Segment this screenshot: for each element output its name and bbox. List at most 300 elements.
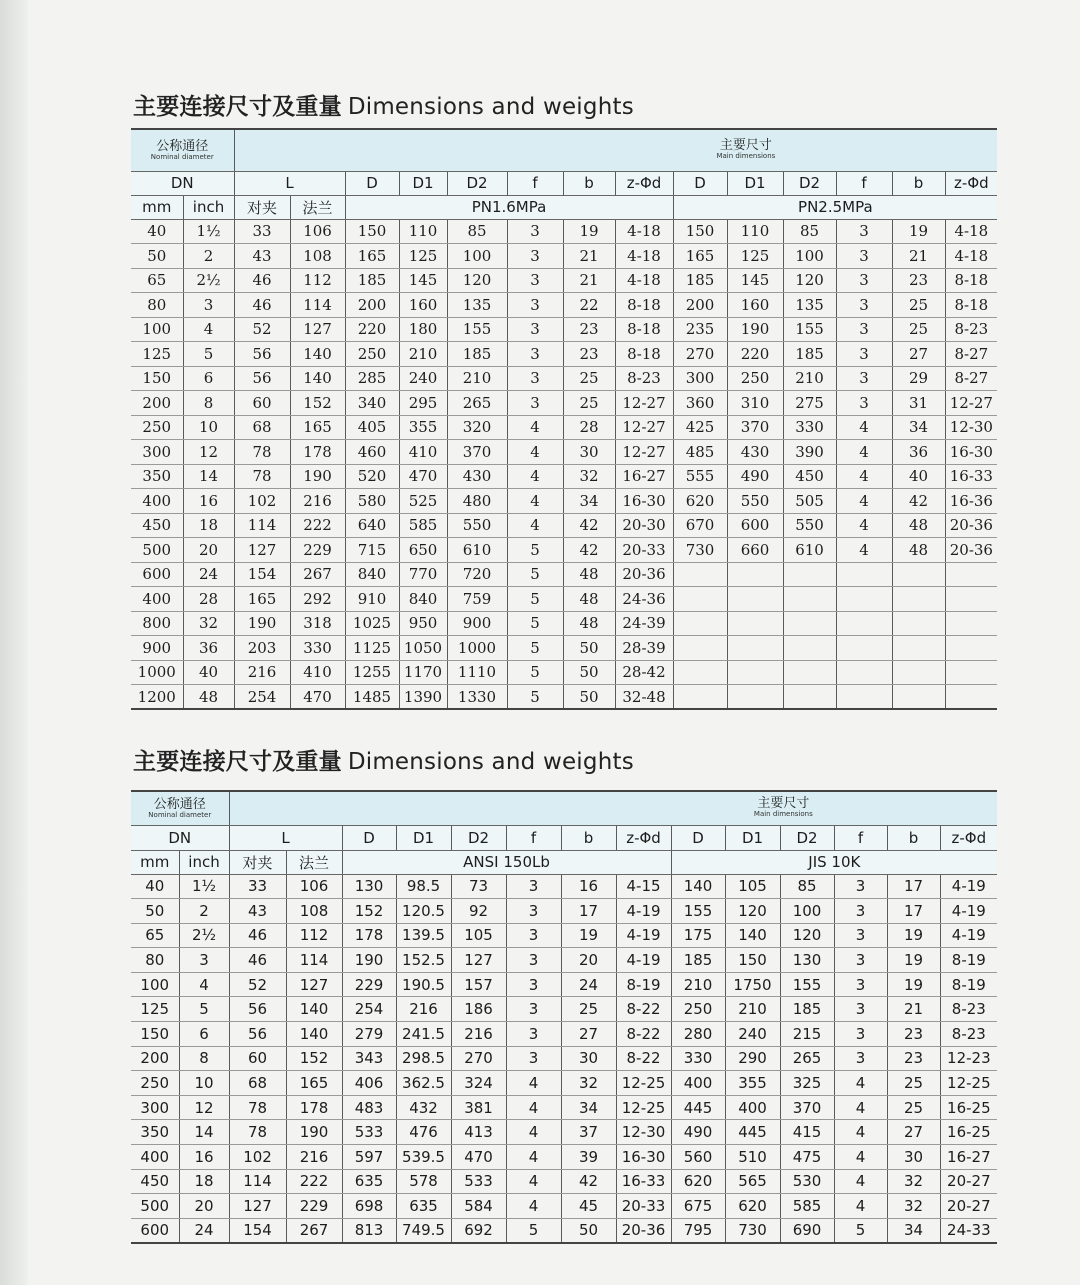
table-cell: 840 bbox=[345, 562, 399, 587]
table-cell: 8-23 bbox=[940, 1022, 997, 1047]
table-cell: 102 bbox=[229, 1145, 286, 1170]
table-cell: 4 bbox=[507, 415, 563, 440]
table-cell: 4 bbox=[506, 1120, 561, 1145]
table-cell: 3 bbox=[834, 972, 887, 997]
table-cell: 185 bbox=[783, 342, 836, 367]
table-cell: 4 bbox=[834, 1071, 887, 1096]
table-cell: 78 bbox=[229, 1120, 286, 1145]
table-cell: 8-23 bbox=[945, 317, 997, 342]
inch-header: inch bbox=[183, 195, 234, 219]
table-cell: 16-30 bbox=[945, 440, 997, 465]
table-cell: 235 bbox=[673, 317, 727, 342]
table-cell: 20-27 bbox=[940, 1169, 997, 1194]
table-cell: 216 bbox=[290, 489, 345, 514]
table-cell: 520 bbox=[345, 464, 399, 489]
table-cell: 450 bbox=[131, 1169, 179, 1194]
table-cell: 19 bbox=[887, 948, 940, 973]
table-cell: 78 bbox=[234, 464, 290, 489]
table-cell: 5 bbox=[179, 997, 229, 1022]
table-cell: 23 bbox=[887, 1022, 940, 1047]
table-cell: 4-19 bbox=[616, 923, 671, 948]
table-cell: 120 bbox=[783, 268, 836, 293]
table-cell: 140 bbox=[286, 997, 342, 1022]
table-cell: 600 bbox=[131, 562, 183, 587]
table-cell: 112 bbox=[286, 923, 342, 948]
table-cell: 21 bbox=[892, 244, 945, 269]
table-cell: 3 bbox=[834, 923, 887, 948]
table-cell: 24 bbox=[179, 1218, 229, 1243]
table-cell: 3 bbox=[507, 268, 563, 293]
table-cell: 698 bbox=[342, 1194, 396, 1219]
table-cell: 203 bbox=[234, 636, 290, 661]
table-cell: 160 bbox=[727, 293, 783, 318]
table-cell: 3 bbox=[506, 874, 561, 899]
table-cell: 4-19 bbox=[940, 874, 997, 899]
table-cell: 46 bbox=[234, 268, 290, 293]
table-cell: 80 bbox=[131, 948, 179, 973]
table-cell: 25 bbox=[892, 317, 945, 342]
table-cell: 8 bbox=[183, 391, 234, 416]
table-cell: 178 bbox=[342, 923, 396, 948]
table-cell: 770 bbox=[399, 562, 447, 587]
table-cell: 32 bbox=[561, 1071, 616, 1096]
table-cell: 20 bbox=[183, 538, 234, 563]
table-cell: 4-18 bbox=[615, 268, 673, 293]
table-cell: 3 bbox=[836, 268, 892, 293]
table-cell: 154 bbox=[234, 562, 290, 587]
table-row bbox=[131, 1145, 997, 1170]
col-header-b: b bbox=[892, 171, 945, 195]
table-cell: 16-33 bbox=[616, 1169, 671, 1194]
table-cell bbox=[673, 587, 727, 612]
col-header-b: b bbox=[563, 171, 615, 195]
table-cell: 3 bbox=[834, 948, 887, 973]
table-cell bbox=[727, 587, 783, 612]
table-row bbox=[131, 513, 997, 538]
table-cell: 33 bbox=[229, 874, 286, 899]
col-header-f: f bbox=[834, 825, 887, 850]
table-cell: 185 bbox=[671, 948, 725, 973]
table-cell: 900 bbox=[447, 611, 507, 636]
table-cell: 640 bbox=[345, 513, 399, 538]
table-cell: 33 bbox=[234, 219, 290, 244]
flange-header: 法兰 bbox=[290, 195, 345, 219]
table-row bbox=[131, 1194, 997, 1219]
table-cell bbox=[673, 562, 727, 587]
table-cell: 65 bbox=[131, 923, 179, 948]
table-row bbox=[131, 268, 997, 293]
table-cell: 32-48 bbox=[615, 685, 673, 710]
table-cell: 12-30 bbox=[616, 1120, 671, 1145]
table-cell: 27 bbox=[561, 1022, 616, 1047]
table-cell: 114 bbox=[234, 513, 290, 538]
table-cell: 40 bbox=[183, 660, 234, 685]
table-cell: 80 bbox=[131, 293, 183, 318]
table-cell: 8-27 bbox=[945, 366, 997, 391]
table-cell: 690 bbox=[780, 1218, 834, 1243]
table-cell: 110 bbox=[399, 219, 447, 244]
table-cell: 240 bbox=[399, 366, 447, 391]
table-cell: 400 bbox=[725, 1095, 780, 1120]
table-cell: 410 bbox=[399, 440, 447, 465]
table-cell bbox=[945, 685, 997, 710]
table-cell: 500 bbox=[131, 538, 183, 563]
table-cell: 265 bbox=[447, 391, 507, 416]
table-cell: 610 bbox=[783, 538, 836, 563]
table-cell: 3 bbox=[507, 317, 563, 342]
table-cell: 5 bbox=[506, 1218, 561, 1243]
table-cell: 1110 bbox=[447, 660, 507, 685]
table-cell: 410 bbox=[290, 660, 345, 685]
table-cell: 1½ bbox=[179, 874, 229, 899]
table-cell: 400 bbox=[131, 489, 183, 514]
table-cell: 23 bbox=[563, 342, 615, 367]
section-title-2: 主要连接尺寸及重量 Dimensions and weights bbox=[133, 749, 634, 775]
table-cell: 3 bbox=[836, 293, 892, 318]
table-cell: 210 bbox=[671, 972, 725, 997]
table-cell: 29 bbox=[892, 366, 945, 391]
table-cell: 584 bbox=[451, 1194, 506, 1219]
table-cell: 40 bbox=[131, 219, 183, 244]
table-cell: 40 bbox=[131, 874, 179, 899]
table-cell: 3 bbox=[179, 948, 229, 973]
table-cell: 1000 bbox=[447, 636, 507, 661]
table-cell: 470 bbox=[290, 685, 345, 710]
table-cell: 480 bbox=[447, 489, 507, 514]
table-cell: 330 bbox=[671, 1046, 725, 1071]
table-cell: 190 bbox=[286, 1120, 342, 1145]
table-cell: 200 bbox=[131, 1046, 179, 1071]
table-cell: 759 bbox=[447, 587, 507, 612]
table-cell: 127 bbox=[290, 317, 345, 342]
table-cell: 4 bbox=[834, 1145, 887, 1170]
table-cell: 490 bbox=[727, 464, 783, 489]
col-header-D: D bbox=[345, 171, 399, 195]
table-cell: 483 bbox=[342, 1095, 396, 1120]
table-cell: 21 bbox=[887, 997, 940, 1022]
main-dimensions-header: 主要尺寸 Main dimensions bbox=[234, 129, 997, 171]
col-header-z-d: z-Φd bbox=[616, 825, 671, 850]
table-cell: 210 bbox=[399, 342, 447, 367]
table-cell: 3 bbox=[834, 874, 887, 899]
table-cell: 275 bbox=[783, 391, 836, 416]
table-cell: 152 bbox=[290, 391, 345, 416]
table-cell: 406 bbox=[342, 1071, 396, 1096]
table-cell: 3 bbox=[836, 342, 892, 367]
table-cell: 585 bbox=[780, 1194, 834, 1219]
table-cell: 310 bbox=[727, 391, 783, 416]
table-cell: 254 bbox=[234, 685, 290, 710]
table-row bbox=[131, 636, 997, 661]
table-cell: 4-19 bbox=[940, 899, 997, 924]
table-cell: 3 bbox=[836, 244, 892, 269]
table-cell: 550 bbox=[447, 513, 507, 538]
table-cell: 210 bbox=[783, 366, 836, 391]
table-cell: 135 bbox=[783, 293, 836, 318]
table-cell: 1170 bbox=[399, 660, 447, 685]
table-cell: 1255 bbox=[345, 660, 399, 685]
table-cell: 120 bbox=[447, 268, 507, 293]
table-cell: 4-18 bbox=[615, 244, 673, 269]
table-cell: 150 bbox=[131, 1022, 179, 1047]
table-body-2 bbox=[131, 874, 997, 1243]
table-cell: 597 bbox=[342, 1145, 396, 1170]
table-cell: 155 bbox=[671, 899, 725, 924]
table-cell: 250 bbox=[131, 1071, 179, 1096]
table-cell: 400 bbox=[131, 587, 183, 612]
table-cell: 16-36 bbox=[945, 489, 997, 514]
table-cell: 1050 bbox=[399, 636, 447, 661]
table-cell: 24-39 bbox=[615, 611, 673, 636]
table-cell: 715 bbox=[345, 538, 399, 563]
table-row bbox=[131, 1169, 997, 1194]
table-cell: 533 bbox=[342, 1120, 396, 1145]
table-cell: 12-25 bbox=[940, 1071, 997, 1096]
table-cell: 8-18 bbox=[945, 293, 997, 318]
table-cell: 152.5 bbox=[396, 948, 451, 973]
table-cell: 20-33 bbox=[615, 538, 673, 563]
table-cell: 120.5 bbox=[396, 899, 451, 924]
table-cell: 241.5 bbox=[396, 1022, 451, 1047]
table-cell: 222 bbox=[290, 513, 345, 538]
table-cell bbox=[836, 611, 892, 636]
table-cell: 190 bbox=[234, 611, 290, 636]
table-cell: 470 bbox=[451, 1145, 506, 1170]
table-cell: 3 bbox=[836, 366, 892, 391]
table-cell: 4 bbox=[834, 1095, 887, 1120]
table-cell: 8-18 bbox=[615, 293, 673, 318]
table-cell: 68 bbox=[234, 415, 290, 440]
col-header-D1: D1 bbox=[399, 171, 447, 195]
table-row bbox=[131, 538, 997, 563]
table-cell: 40 bbox=[892, 464, 945, 489]
table-cell: 1330 bbox=[447, 685, 507, 710]
table-cell: 320 bbox=[447, 415, 507, 440]
table-cell: 100 bbox=[447, 244, 507, 269]
table-cell: 155 bbox=[783, 317, 836, 342]
table-cell: 130 bbox=[342, 874, 396, 899]
table-cell: 16-25 bbox=[940, 1120, 997, 1145]
table-cell: 140 bbox=[290, 366, 345, 391]
table-cell: 12 bbox=[183, 440, 234, 465]
table-cell: 140 bbox=[725, 923, 780, 948]
table-row bbox=[131, 219, 997, 244]
table-cell: 5 bbox=[834, 1218, 887, 1243]
table-cell: 5 bbox=[183, 342, 234, 367]
table-cell bbox=[727, 562, 783, 587]
table-row bbox=[131, 293, 997, 318]
table-cell bbox=[783, 660, 836, 685]
table-cell: 12-25 bbox=[616, 1095, 671, 1120]
table-cell: 2 bbox=[183, 244, 234, 269]
table-row bbox=[131, 685, 997, 710]
table-cell: 8-23 bbox=[615, 366, 673, 391]
table-cell: 19 bbox=[887, 972, 940, 997]
table-cell: 3 bbox=[183, 293, 234, 318]
col-header-z-d: z-Φd bbox=[945, 171, 997, 195]
table-cell: 140 bbox=[286, 1022, 342, 1047]
table-cell: 48 bbox=[563, 562, 615, 587]
table-cell bbox=[836, 562, 892, 587]
table-cell: 43 bbox=[229, 899, 286, 924]
table-cell: 21 bbox=[563, 244, 615, 269]
table-cell: 12-30 bbox=[945, 415, 997, 440]
table-cell: 34 bbox=[887, 1218, 940, 1243]
col-header-D2: D2 bbox=[451, 825, 506, 850]
table-cell: 25 bbox=[887, 1071, 940, 1096]
table-cell bbox=[673, 611, 727, 636]
col-header-D1: D1 bbox=[725, 825, 780, 850]
table-cell: 267 bbox=[286, 1218, 342, 1243]
wafer-header: 对夹 bbox=[234, 195, 290, 219]
table-cell bbox=[727, 660, 783, 685]
table-cell: 50 bbox=[131, 899, 179, 924]
table-cell: 4-15 bbox=[616, 874, 671, 899]
page-shadow-edge bbox=[0, 0, 28, 1285]
table-cell: 106 bbox=[286, 874, 342, 899]
table-cell: 330 bbox=[290, 636, 345, 661]
table-row bbox=[131, 660, 997, 685]
table-cell: 292 bbox=[290, 587, 345, 612]
table-cell bbox=[783, 636, 836, 661]
col-header-f: f bbox=[507, 171, 563, 195]
table-cell: 4 bbox=[836, 440, 892, 465]
table-cell: 1000 bbox=[131, 660, 183, 685]
table-cell: 1200 bbox=[131, 685, 183, 710]
table-cell: 8-18 bbox=[945, 268, 997, 293]
table-cell: 42 bbox=[563, 538, 615, 563]
table-cell: 21 bbox=[563, 268, 615, 293]
table-cell: 180 bbox=[399, 317, 447, 342]
table-cell: 120 bbox=[725, 899, 780, 924]
table-cell: 432 bbox=[396, 1095, 451, 1120]
table-cell: 130 bbox=[780, 948, 834, 973]
table-cell: 28 bbox=[563, 415, 615, 440]
table-cell bbox=[892, 636, 945, 661]
table-cell: 114 bbox=[290, 293, 345, 318]
table-cell: 450 bbox=[131, 513, 183, 538]
table-cell: 475 bbox=[780, 1145, 834, 1170]
table-cell: 4-19 bbox=[940, 923, 997, 948]
table-cell: 950 bbox=[399, 611, 447, 636]
table-cell: 152 bbox=[286, 1046, 342, 1071]
table-cell: 290 bbox=[725, 1046, 780, 1071]
table-cell: 216 bbox=[234, 660, 290, 685]
table-cell: 425 bbox=[673, 415, 727, 440]
table-cell: 23 bbox=[563, 317, 615, 342]
table-cell: 8-19 bbox=[940, 972, 997, 997]
table-cell: 31 bbox=[892, 391, 945, 416]
table-cell: 400 bbox=[671, 1071, 725, 1096]
table-cell: 5 bbox=[507, 660, 563, 685]
table-cell: 3 bbox=[506, 1046, 561, 1071]
table-cell: 56 bbox=[234, 366, 290, 391]
table-cell: 100 bbox=[131, 972, 179, 997]
table-cell: 16 bbox=[183, 489, 234, 514]
table-cell: 220 bbox=[727, 342, 783, 367]
table-cell: 19 bbox=[561, 923, 616, 948]
table-cell: 25 bbox=[561, 997, 616, 1022]
table-row bbox=[131, 440, 997, 465]
table-cell: 900 bbox=[131, 636, 183, 661]
table-cell bbox=[945, 587, 997, 612]
table-cell: 30 bbox=[561, 1046, 616, 1071]
table-cell: 6 bbox=[179, 1022, 229, 1047]
table-cell: 635 bbox=[342, 1169, 396, 1194]
table-cell: 114 bbox=[229, 1169, 286, 1194]
table-cell: 112 bbox=[290, 268, 345, 293]
table-cell: 150 bbox=[673, 219, 727, 244]
table-cell: 749.5 bbox=[396, 1218, 451, 1243]
table-cell: 800 bbox=[131, 611, 183, 636]
table-cell: 22 bbox=[563, 293, 615, 318]
table-cell: 28-39 bbox=[615, 636, 673, 661]
table-cell: 390 bbox=[783, 440, 836, 465]
table-cell: 220 bbox=[345, 317, 399, 342]
table-cell: 50 bbox=[563, 685, 615, 710]
table-cell: 4 bbox=[834, 1169, 887, 1194]
table-cell: 4 bbox=[836, 415, 892, 440]
table-cell bbox=[945, 611, 997, 636]
table-cell: 240 bbox=[725, 1022, 780, 1047]
table-cell: 5 bbox=[507, 538, 563, 563]
table-cell: 155 bbox=[780, 972, 834, 997]
table-cell: 46 bbox=[229, 948, 286, 973]
table-cell: 127 bbox=[229, 1194, 286, 1219]
table-cell: 17 bbox=[887, 874, 940, 899]
table-cell: 32 bbox=[887, 1194, 940, 1219]
table-cell: 675 bbox=[671, 1194, 725, 1219]
table-cell: 216 bbox=[286, 1145, 342, 1170]
table-cell: 20 bbox=[561, 948, 616, 973]
table-cell: 60 bbox=[229, 1046, 286, 1071]
table-cell: 16-30 bbox=[615, 489, 673, 514]
nominal-diameter-header: 公称通径 Nominal diameter bbox=[131, 129, 234, 171]
table-cell: 279 bbox=[342, 1022, 396, 1047]
table-cell: 23 bbox=[887, 1046, 940, 1071]
table-cell: 670 bbox=[673, 513, 727, 538]
table-cell: 8-18 bbox=[615, 317, 673, 342]
table-cell: 154 bbox=[229, 1218, 286, 1243]
table-cell: 250 bbox=[671, 997, 725, 1022]
table-cell: 78 bbox=[234, 440, 290, 465]
table-cell: 318 bbox=[290, 611, 345, 636]
table-cell: 3 bbox=[836, 317, 892, 342]
table-cell: 324 bbox=[451, 1071, 506, 1096]
table-cell: 30 bbox=[887, 1145, 940, 1170]
table-cell: 32 bbox=[887, 1169, 940, 1194]
table-cell: 178 bbox=[286, 1095, 342, 1120]
table-cell: 430 bbox=[727, 440, 783, 465]
table-cell: 270 bbox=[673, 342, 727, 367]
table-row bbox=[131, 972, 997, 997]
table-cell: 3 bbox=[506, 997, 561, 1022]
table-cell: 200 bbox=[131, 391, 183, 416]
table-cell: 330 bbox=[783, 415, 836, 440]
col-header-D2: D2 bbox=[783, 171, 836, 195]
standard-left-header: ANSI 150Lb bbox=[342, 850, 671, 874]
table-cell: 8-22 bbox=[616, 1046, 671, 1071]
nominal-diameter-header: 公称通径 Nominal diameter bbox=[131, 791, 229, 825]
table-cell: 12-27 bbox=[615, 415, 673, 440]
table-cell: 3 bbox=[506, 923, 561, 948]
table-cell: 4 bbox=[836, 538, 892, 563]
table-cell: 165 bbox=[290, 415, 345, 440]
table-cell: 200 bbox=[673, 293, 727, 318]
table-cell bbox=[836, 685, 892, 710]
table-cell: 24-33 bbox=[940, 1218, 997, 1243]
table-cell: 12-25 bbox=[616, 1071, 671, 1096]
